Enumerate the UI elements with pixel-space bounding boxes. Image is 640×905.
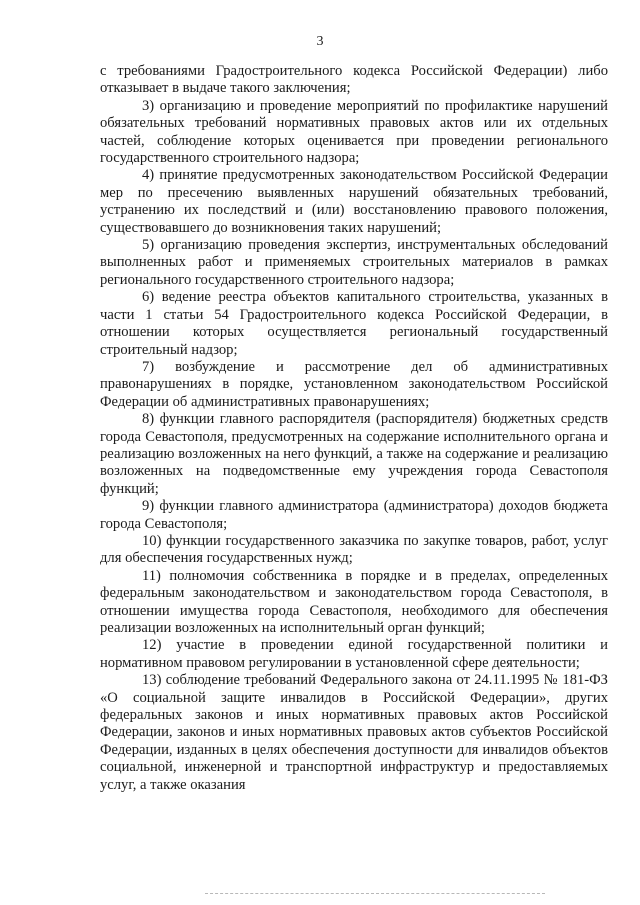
paragraph-item-11: 11) полномочия собственника в порядке и в пределах, определенных федеральным законодательством и законодательством города Севастополя, в отношении имущества города Севастополя, необходимого для обеспечения реализации возложенных на исполнительный орган функций; — [100, 567, 608, 636]
paragraph-item-7: 7) возбуждение и рассмотрение дел об административных правонарушениях в порядке, установленном законодательством Российской Федерации об административных правонарушениях; — [100, 358, 608, 410]
paragraph-item-6: 6) ведение реестра объектов капитального строительства, указанных в части 1 статьи 54 Градостроительного кодекса Российской Федерации, в отношении которых осуществляется региональный государственный строительный надзор; — [100, 289, 608, 358]
paragraph-continuation: с требованиями Градостроительного кодекса Российской Федерации) либо отказывает в выдаче такого заключения; — [100, 63, 608, 97]
paragraph-item-5: 5) организацию проведения экспертиз, инструментальных обследований выполненных работ и применяемых строительных материалов в рамках регионального государственного строительного надзора; — [100, 237, 608, 288]
scan-edge-line — [205, 893, 545, 894]
paragraph-item-10: 10) функции государственного заказчика по закупке товаров, работ, услуг для обеспечения государственных нужд; — [100, 532, 608, 567]
page-number: 3 — [316, 34, 324, 49]
document-body — [100, 63, 608, 794]
paragraph-item-3: 3) организацию и проведение мероприятий по профилактике нарушений обязательных требований нормативных правовых актов или их отдельных частей, соблюдение которых оценивается при проведении регионального государственного строительного надзора; — [100, 97, 608, 167]
paragraph-item-12: 12) участие в проведении единой государственной политики и нормативном правовом регулировании в установленной сфере деятельности; — [100, 637, 608, 671]
paragraph-item-9: 9) функции главного администратора (администратора) доходов бюджета города Севастополя; — [100, 498, 608, 532]
paragraph-item-13: 13) соблюдение требований Федерального закона от 24.11.1995 № 181-ФЗ «О социальной защите инвалидов в Российской Федерации», других федеральных законов и иных нормативных правовых актов Российской Федерации, законов и иных нормативных правовых актов субъектов Российской Федерации, изданных в целях обеспечения доступности для инвалидов объектов социальной, инженерной и транспортной инфраструктур и предоставляемых услуг, а также оказания — [100, 672, 608, 793]
paragraph-item-8: 8) функции главного распорядителя (распорядителя) бюджетных средств города Севастополя, предусмотренных на содержание исполнительного органа и реализацию возложенных на него функций, а также на содержание и реализацию возложенных на подведомственные ему учреждения города Севастополя функций; — [100, 411, 608, 497]
paragraph-item-4: 4) принятие предусмотренных законодательством Российской Федерации мер по пресечению выявленных нарушений обязательных требований, устранению их последствий и (или) восстановлению правового положения, существовавшего до возникновения таких нарушений; — [100, 167, 608, 236]
